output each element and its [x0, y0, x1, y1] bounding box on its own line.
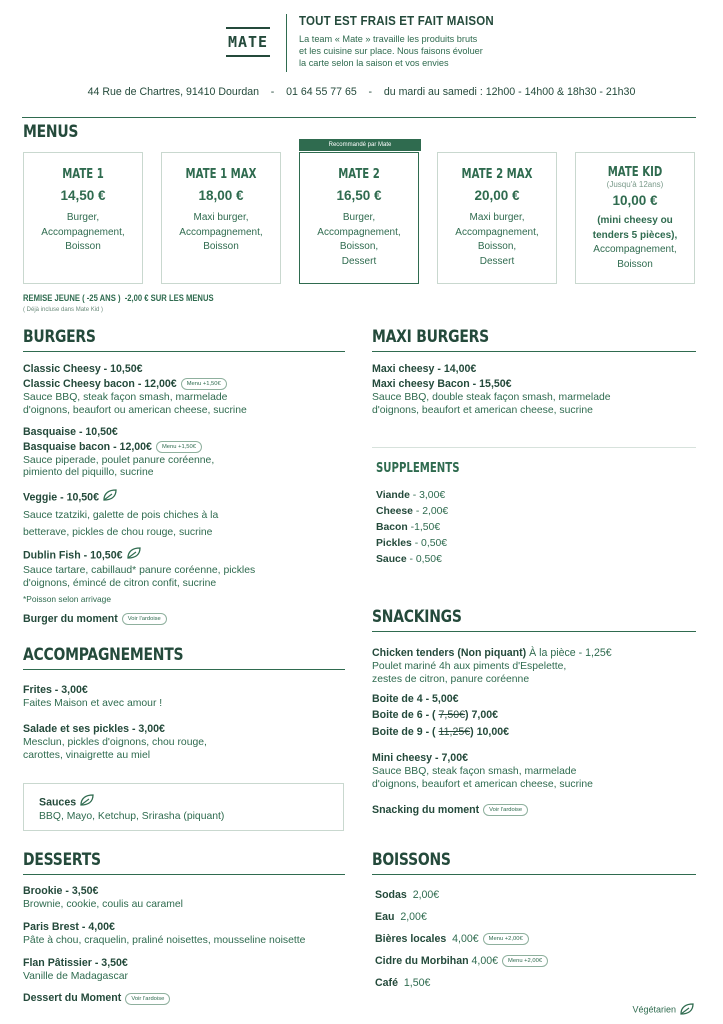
- header-title: TOUT EST FRAIS ET FAIT MAISON: [299, 14, 494, 28]
- menu-name: MATE 2: [338, 167, 380, 182]
- snackings-rule: [372, 631, 696, 632]
- menu-sub: (Jusqu'à 12ans): [606, 180, 664, 189]
- burger-veggie: Veggie - 10,50€: [23, 488, 345, 507]
- address-line: 44 Rue de Chartres, 91410 Dourdan - 01 64 55 77 65 - du mardi au samedi : 12h00 - 14h00 & 18h30 - 21h30: [87, 86, 636, 98]
- desserts-list: [23, 884, 363, 1006]
- burger-classic: Classic Cheesy - 10,50€: [23, 363, 143, 375]
- sauces-box: [23, 783, 344, 831]
- menu-desc: Maxi burger, Accompagnement, Boisson, Dessert: [455, 212, 539, 267]
- snacking-du-moment: Snacking du moment Voir l'ardoise: [372, 803, 696, 818]
- brookie-desc: Brownie, cookie, coulis au caramel: [23, 899, 183, 910]
- poisson-note: *Poisson selon arrivage: [23, 593, 111, 604]
- header-desc-line: La team « Mate » travaille les produits bruts: [299, 34, 478, 44]
- maxi-burgers-list: [372, 362, 696, 418]
- recommended-tag: Recommandé par Mate: [299, 139, 421, 151]
- vegetarian-leaf-icon: [679, 1002, 695, 1018]
- burgers-list: [23, 362, 345, 627]
- menu-price: 10,00 €: [612, 193, 658, 208]
- sauces-title: Sauces: [39, 793, 95, 812]
- burger-basquaise-bacon: Basquaise bacon - 12,00€ Menu +1,50€: [23, 440, 345, 455]
- menu-price: 14,50 €: [60, 188, 106, 203]
- maxi-cheesy-bacon: Maxi cheesy Bacon - 15,50€: [372, 378, 512, 390]
- menus-title: MENUS: [23, 122, 79, 142]
- flan: Flan Pâtissier - 3,50€: [23, 956, 128, 969]
- flan-desc: Vanille de Madagascar: [23, 970, 128, 982]
- menu-card-mate1: [23, 152, 143, 284]
- voir-ardoise-pill: Voir l'ardoise: [483, 804, 528, 816]
- maxi-desc: Sauce BBQ, double steak façon smash, marmelade d'oignons, beaufort et american cheese, sucrine: [372, 392, 611, 416]
- boissons-list: [375, 884, 695, 994]
- vegetarien-legend: Végétarien: [632, 1002, 695, 1018]
- mate-logo: MATE: [226, 27, 270, 57]
- menu-supplement-pill: Menu +1,50€: [181, 378, 227, 390]
- boite-9: Boite de 9 - ( 11,25€) 10,00€: [372, 725, 510, 738]
- burgers-title: BURGERS: [23, 327, 96, 347]
- dessert-du-moment: Dessert du Moment Voir l'ardoise: [23, 991, 363, 1006]
- boisson-row: Café 1,50€: [375, 977, 431, 989]
- paris-brest: Paris Brest - 4,00€: [23, 920, 115, 933]
- remise-note: ( Déjà incluse dans Mate Kid ): [23, 307, 104, 313]
- maxi-cheesy: Maxi cheesy - 14,00€: [372, 363, 477, 375]
- burger-du-moment: Burger du moment Voir l'ardoise: [23, 612, 345, 627]
- menu-name: MATE 1 MAX: [185, 167, 257, 182]
- header-divider: [286, 14, 287, 72]
- frites-desc: Faites Maison et avec amour !: [23, 698, 163, 709]
- maxi-burgers-title: MAXI BURGERS: [372, 327, 489, 347]
- boite-6: Boite de 6 - ( 7,50€) 7,00€: [372, 709, 499, 722]
- vegetarian-leaf-icon: [79, 793, 95, 812]
- supplements-box: [372, 447, 696, 576]
- maxi-burgers-rule: [372, 351, 696, 352]
- menu-price: 20,00 €: [474, 188, 520, 203]
- menu-card-mate2max: [437, 152, 557, 284]
- burger-dublin-fish: Dublin Fish - 10,50€: [23, 546, 345, 565]
- burger-dublin-desc: Sauce tartare, cabillaud* panure coréenne, pickles d'oignons, émincé de citron confit, sucrine: [23, 565, 256, 589]
- boisson-row: Cidre du Morbihan 4,00€ Menu +2,00€: [375, 950, 695, 972]
- menu-price: 18,00 €: [198, 188, 244, 203]
- menu-supplement-pill: Menu +2,00€: [483, 933, 529, 945]
- menu-name: MATE 2 MAX: [461, 167, 533, 182]
- desserts-title: DESSERTS: [23, 850, 101, 870]
- sauces-desc: BBQ, Mayo, Ketchup, Srirasha (piquant): [39, 811, 225, 822]
- boissons-rule: [372, 874, 696, 875]
- supplement-row: Sauce - 0,50€: [376, 554, 442, 565]
- accompagnements-list: [23, 683, 345, 762]
- menu-card-mate2: [299, 142, 419, 284]
- snackings-title: SNACKINGS: [372, 607, 462, 627]
- tenders-desc: Poulet mariné 4h aux piments d'Espelette, zestes de citron, panure coréenne: [372, 661, 567, 685]
- header-description: [299, 33, 509, 69]
- menu-card-mate1max: [161, 152, 281, 284]
- header-desc-line: et les cuisine sur place. Nous faisons évoluer: [299, 46, 483, 56]
- burger-basquaise: Basquaise - 10,50€: [23, 425, 118, 438]
- supplement-row: Cheese - 2,00€: [376, 506, 449, 517]
- accompagnements-rule: [23, 669, 345, 670]
- burger-classic-desc: Sauce BBQ, steak façon smash, marmelade d'oignons, beaufort ou american cheese, sucrine: [23, 392, 247, 416]
- menu-name: MATE 1: [62, 167, 104, 182]
- boisson-row: Eau 2,00€: [375, 911, 427, 923]
- menu-desc: Accompagnement, Boisson: [593, 244, 677, 270]
- fish-leaf-icon: [126, 546, 142, 565]
- supplement-row: Viande - 3,00€: [376, 490, 446, 501]
- menu-desc: Burger, Accompagnement, Boisson, Dessert: [317, 212, 401, 267]
- paris-brest-desc: Pâte à chou, craquelin, praliné noisettes, mousseline noisette: [23, 934, 306, 946]
- menu-card-matekid: [575, 152, 695, 284]
- menu-desc: Burger, Accompagnement, Boisson: [41, 212, 125, 252]
- burger-veggie-desc: Sauce tzatziki, galette de pois chiches à la betterave, pickles de chou rouge, sucrine: [23, 510, 219, 539]
- burgers-rule: [23, 351, 345, 352]
- menu-desc-bold: (mini cheesy ou tenders 5 pièces),: [592, 215, 678, 241]
- menu-desc: Maxi burger, Accompagnement, Boisson: [179, 212, 263, 252]
- top-divider: [22, 117, 696, 118]
- salade: Salade et ses pickles - 3,00€: [23, 722, 165, 735]
- header-desc-line: la carte selon la saison et vos envies: [299, 58, 449, 68]
- voir-ardoise-pill: Voir l'ardoise: [122, 613, 167, 625]
- frites: Frites - 3,00€: [23, 684, 88, 696]
- vegetarian-leaf-icon: [102, 488, 118, 507]
- supplements-title: SUPPLEMENTS: [376, 461, 460, 476]
- brookie: Brookie - 3,50€: [23, 885, 99, 897]
- desserts-rule: [23, 874, 345, 875]
- boite-4: Boite de 4 - 5,00€: [372, 692, 459, 705]
- voir-ardoise-pill: Voir l'ardoise: [125, 993, 170, 1005]
- supplement-row: Pickles - 0,50€: [376, 538, 448, 549]
- mini-cheesy-desc: Sauce BBQ, steak façon smash, marmelade d'oignons, beaufort et american cheese, sucrine: [372, 766, 593, 790]
- chicken-tenders: Chicken tenders (Non piquant) À la pièce - 1,25€: [372, 647, 612, 659]
- burger-classic-bacon: Classic Cheesy bacon - 12,00€ Menu +1,50€: [23, 377, 345, 392]
- supplement-row: Bacon -1,50€: [376, 522, 441, 533]
- remise-jeune: REMISE JEUNE ( -25 ANS ) -2,00 € SUR LES MENUS: [23, 293, 214, 303]
- boisson-row: Bières locales 4,00€ Menu +2,00€: [375, 928, 695, 950]
- snackings-list: [372, 646, 696, 818]
- supplements-list: [376, 488, 448, 568]
- menu-name: MATE KID: [607, 165, 663, 180]
- menu-supplement-pill: Menu +1,50€: [156, 441, 202, 453]
- burger-basquaise-desc: Sauce piperade, poulet panure coréenne, pimiento del piquillo, sucrine: [23, 454, 215, 479]
- salade-desc: Mesclun, pickles d'oignons, chou rouge, carottes, vinaigrette au miel: [23, 736, 207, 761]
- boissons-title: BOISSONS: [372, 850, 451, 870]
- menu-price: 16,50 €: [336, 188, 382, 203]
- menu-supplement-pill: Menu +2,00€: [502, 955, 548, 967]
- mini-cheesy: Mini cheesy - 7,00€: [372, 752, 468, 765]
- accompagnements-title: ACCOMPAGNEMENTS: [23, 645, 184, 665]
- boisson-row: Sodas 2,00€: [375, 889, 440, 901]
